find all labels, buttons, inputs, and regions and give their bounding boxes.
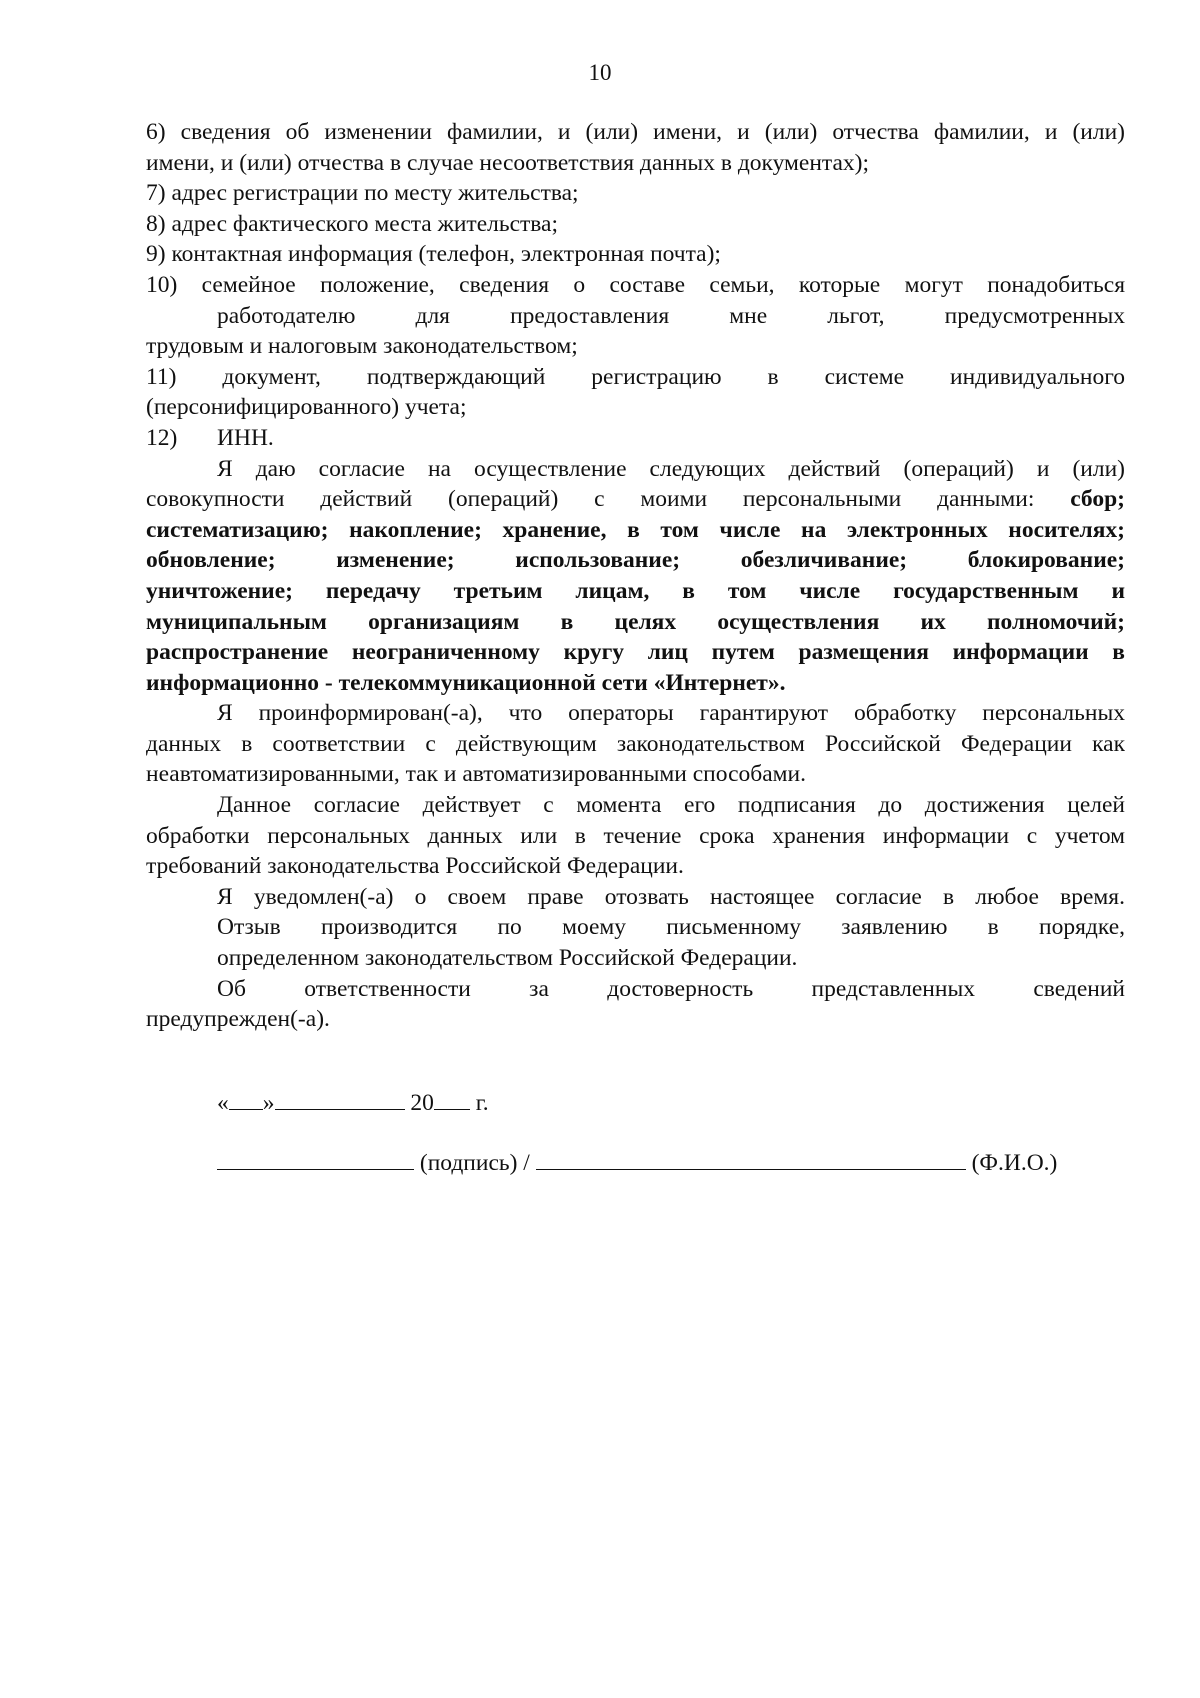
year-suffix: г. <box>469 1090 489 1116</box>
list-item-12 <box>146 423 1125 454</box>
list-item-8: 8) адрес фактического места жительства; <box>146 210 559 237</box>
signature-label: (подпись) / <box>414 1150 536 1176</box>
consent-paragraph-line: Я даю согласие на осуществление следующих действий (операций) и (или) <box>217 455 1125 482</box>
consent-action-line: распространение неограниченному кругу лиц путем размещения информации в <box>146 639 1125 666</box>
full-name-blank[interactable] <box>536 1147 966 1170</box>
validity-paragraph-line: обработки персональных данных или в течение срока хранения информации с учетом <box>146 822 1125 849</box>
list-item-9: 9) контактная информация (телефон, электронная почта); <box>146 241 721 268</box>
consent-text <box>146 117 1125 1035</box>
day-blank[interactable] <box>229 1087 263 1110</box>
consent-paragraph-line <box>146 484 1125 515</box>
revocation-paragraph-line: Я уведомлен(-а) о своем праве отозвать настоящее согласие в любое время. <box>217 883 1125 910</box>
year-prefix: 20 <box>410 1090 434 1116</box>
validity-paragraph-line: требований законодательства Российской Федерации. <box>146 853 684 880</box>
list-item-10-end: трудовым и налоговым законодательством; <box>146 333 578 360</box>
responsibility-paragraph-line: предупрежден(-а). <box>146 1006 330 1033</box>
consent-action-line: информационно - телекоммуникационной сети «Интернет». <box>146 669 786 696</box>
month-blank[interactable] <box>275 1087 405 1110</box>
consent-bold-text: сбор; <box>1070 486 1125 513</box>
validity-paragraph-line: Данное согласие действует с момента его подписания до достижения целей <box>217 792 1125 819</box>
consent-action-line: уничтожение; передачу третьим лицам, в том числе государственным и <box>146 577 1125 604</box>
year-blank[interactable] <box>434 1087 470 1110</box>
list-item-6: 6) сведения об изменении фамилии, и (или) имени, и (или) отчества фамилии, и (или) <box>146 119 1125 145</box>
consent-regular-text: совокупности действий (операций) с моими персональными данными: <box>146 486 1071 513</box>
full-name-label: (Ф.И.О.) <box>965 1150 1058 1176</box>
list-item-10: 10) семейное положение, сведения о составе семьи, которые могут понадобиться <box>146 271 1125 298</box>
consent-action-line: муниципальным организациям в целях осуществления их полномочий; <box>146 608 1125 635</box>
signature-blank[interactable] <box>217 1147 414 1170</box>
page-number: 10 <box>588 60 612 85</box>
consent-action-line: обновление; изменение; использование; обезличивание; блокирование; <box>146 547 1125 574</box>
informed-paragraph-line: Я проинформирован(-а), что операторы гарантируют обработку персональных <box>217 700 1125 727</box>
signature-row <box>217 1147 1057 1178</box>
informed-paragraph-line: данных в соответствии с действующим законодательством Российской Федерации как <box>146 730 1125 757</box>
list-item-12-number: 12) <box>146 424 178 451</box>
list-item-7: 7) адрес регистрации по месту жительства; <box>146 180 579 207</box>
list-item-10-cont: работодателю для предоставления мне льгот, предусмотренных <box>217 302 1125 329</box>
list-item-6-cont: имени, и (или) отчества в случае несоответствия данных в документах); <box>146 149 870 176</box>
list-item-11: 11) документ, подтверждающий регистрацию в системе индивидуального <box>146 363 1125 390</box>
date-quote-open: « <box>217 1090 229 1116</box>
date-field <box>217 1087 489 1118</box>
list-item-12-text: ИНН. <box>217 424 274 451</box>
informed-paragraph-line: неавтоматизированными, так и автоматизированными способами. <box>146 761 806 788</box>
revocation-paragraph-line: определенном законодательством Российской Федерации. <box>217 945 798 972</box>
date-quote-close: » <box>262 1090 275 1116</box>
list-item-11-cont: (персонифицированного) учета; <box>146 394 467 421</box>
consent-action-line: систематизацию; накопление; хранение, в том числе на электронных носителях; <box>146 516 1125 543</box>
revocation-paragraph-line: Отзыв производится по моему письменному заявлению в порядке, <box>217 914 1125 941</box>
responsibility-paragraph-line: Об ответственности за достоверность представленных сведений <box>217 975 1125 1002</box>
